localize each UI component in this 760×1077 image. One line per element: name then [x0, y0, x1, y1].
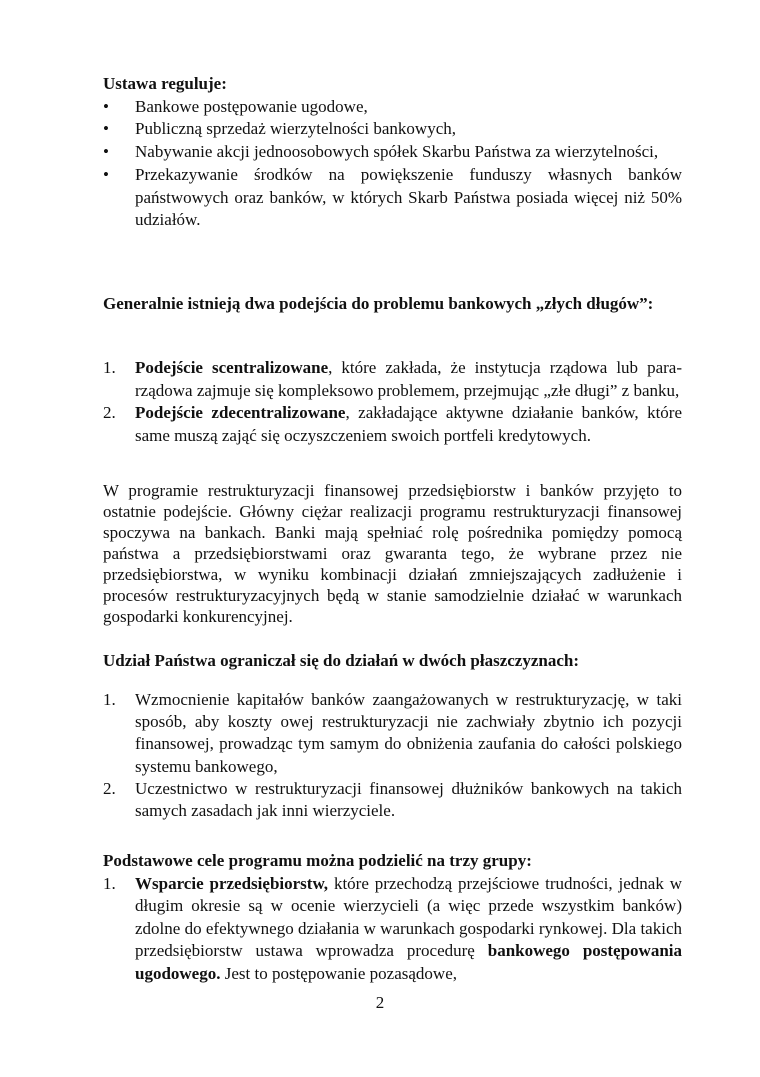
numbered-item [103, 778, 682, 822]
item-text: , które zakłada, że instytucja rządowa lub para-rządowa zajmuje się kompleksowo problemem, przejmując „złe długi” z banku, [135, 358, 682, 400]
numbered-item [103, 357, 682, 402]
item-text: , zakładające aktywne działanie banków, które same muszą zająć się oczyszczeniem swoich portfeli kredytowych. [135, 403, 682, 445]
item-bold: Podejście scentralizowane [135, 358, 329, 377]
bullet-item [103, 141, 682, 164]
item-text: Publiczną sprzedaż wierzytelności bankowych, [135, 119, 456, 139]
item-number: 1. [103, 358, 116, 377]
bullet-icon: • [103, 119, 109, 139]
item-text: które przechodzą przejściowe trudności, jednak w długim okresie są w ocenie wierzycieli (a więc przede wszystkim banków) zdolne do efektywnego działania w warunkach gospodarki rynkowej. Dla takich przedsiębiorstw ustawa wprowadza procedurę [135, 873, 682, 960]
item-text: Uczestnictwo w restrukturyzacji finansowej dłużników bankowych na takich samych zasadach jak inni wierzyciele. [135, 778, 682, 821]
item-number: 2. [103, 403, 116, 422]
section-heading: Ustawa reguluje: [103, 74, 227, 93]
section-goals [103, 850, 682, 985]
numbered-item [103, 402, 682, 447]
numbered-item [103, 689, 682, 778]
numbered-item [103, 873, 682, 986]
section-regulations [103, 73, 682, 232]
item-text: Jest to postępowanie pozasądowe, [220, 963, 458, 983]
item-bold: Podejście zdecentralizowane [135, 403, 346, 422]
section-heading: Generalnie istnieją dwa podejścia do problemu bankowych „złych długów”: [103, 294, 654, 313]
item-text: Bankowe postępowanie ugodowe, [135, 96, 368, 116]
bullet-item [103, 164, 682, 232]
item-text: Nabywanie akcji jednoosobowych spółek Skarbu Państwa za wierzytelności, [135, 142, 659, 162]
item-bold: bankowego postępowania ugodowego. [135, 941, 683, 983]
bullet-icon: • [103, 164, 109, 184]
item-bold: Wsparcie przedsiębiorstw, [135, 873, 329, 893]
bullet-item [103, 118, 682, 141]
body-paragraph: W programie restrukturyzacji finansowej przedsiębiorstw i banków przyjęto to ostatnie podejście. Główny ciężar realizacji programu restrukturyzacji finansowej spoczywa na bankach. Banki mają spełniać rolę pośrednika pomiędzy pomocą państwa a przedsiębiorstwami oraz gwaranta tego, że wybrane przez nie przedsiębiorstwa, w wyniku kombinacji działań zmniejszających zadłużenie i procesów restrukturyzacyjnych będą w stanie samodzielnie działać w warunkach gospodarki konkurencyjnej. [103, 481, 682, 626]
bullet-icon: • [103, 96, 109, 116]
state-role-list [103, 689, 682, 822]
bullet-item [103, 96, 682, 119]
section-heading: Udział Państwa ograniczał się do działań w dwóch płaszczyznach: [103, 651, 579, 670]
approaches-list [103, 357, 682, 447]
item-number: 1. [103, 873, 116, 893]
item-text: Wzmocnienie kapitałów banków zaangażowanych w restrukturyzację, w taki sposób, aby koszty owej restrukturyzacji nie zachwiały zbytnio ich pozycji finansowej, prowadząc tym samym do obniżenia zaufania do całości polskiego systemu bankowego, [135, 690, 682, 776]
item-text: Przekazywanie środków na powiększenie funduszy własnych banków państwowych oraz banków, w których Skarb Państwa posiada więcej niż 50% udziałów. [135, 164, 682, 230]
page-number: 2 [375, 993, 385, 1012]
item-number: 1. [103, 690, 116, 709]
item-number: 2. [103, 778, 116, 798]
bullet-icon: • [103, 142, 109, 162]
section-heading: Podstawowe cele programu można podzielić na trzy grupy: [103, 851, 532, 870]
